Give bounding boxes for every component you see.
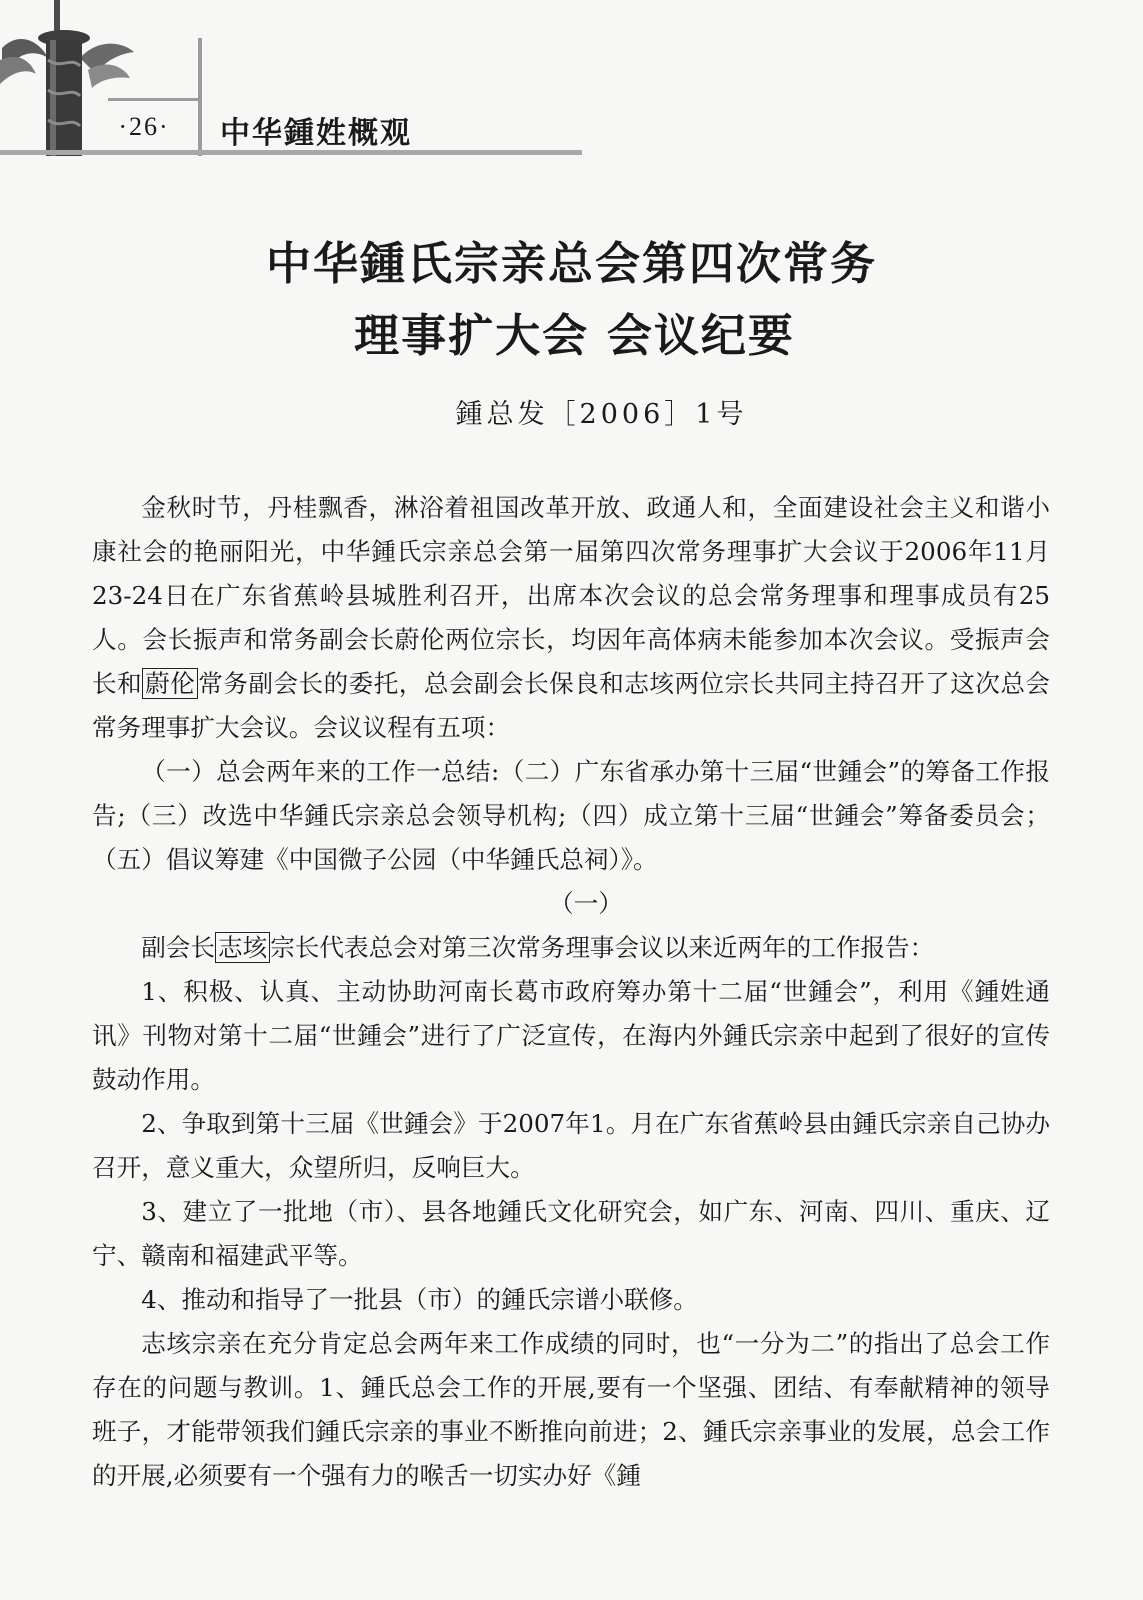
list-item-4: 4、推动和指导了一批县（市）的鍾氏宗谱小联修。 bbox=[141, 1285, 698, 1314]
paragraph-report-tail: 宗长代表总会对第三次常务理事会议以来近两年的工作报告： bbox=[270, 933, 935, 962]
paragraph-lessons: 志垓宗亲在充分肯定总会两年来工作成绩的同时，也“一分为二”的指出了总会工作存在的问题与教训。1、鍾氏总会工作的开展,要有一个坚强、团结、有奉献精神的领导班子，才能带领我们鍾氏宗亲的事业不断推向前进；2、鍾氏宗亲事业的发展，总会工作的开展,必须要有一个强有力的喉舌一切实办好《鍾 bbox=[92, 1329, 1050, 1490]
list-item-2: 2、争取到第十三届《世鍾会》于2007年1。月在广东省蕉岭县由鍾氏宗亲自己协办召开，意义重大，众望所归，反响巨大。 bbox=[92, 1109, 1050, 1182]
document-title bbox=[0, 228, 1143, 372]
list-item-1: 1、积极、认真、主动协助河南长葛市政府筹办第十二届“世鍾会”，利用《鍾姓通讯》刊物对第十二届“世鍾会”进行了广泛宣传，在海内外鍾氏宗亲中起到了很好的宣传鼓动作用。 bbox=[92, 977, 1050, 1094]
boxed-name-zhigai: 志垓 bbox=[215, 932, 270, 963]
boxed-name-weilun: 蔚伦 bbox=[142, 668, 198, 699]
paragraph-1-tail: 常务副会长的委托，总会副会长保良和志垓两位宗长共同主持召开了这次总会常务理事扩大会议。会议议程有五项： bbox=[92, 669, 1050, 742]
body-text bbox=[92, 486, 1050, 1498]
paragraph-report-intro bbox=[92, 926, 1050, 970]
paragraph-agenda: （一）总会两年来的工作一总结:（二）广东省承办第十三届“世鍾会”的筹备工作报告;（三）改选中华鍾氏宗亲总会领导机构;（四）成立第十三届“世鍾会”筹备委员会；（五）倡议筹建《中国微子公园（中华鍾氏总祠）》。 bbox=[92, 757, 1050, 874]
paragraph-1-text: 金秋时节，丹桂飘香，淋浴着祖国改革开放、政通人和，全面建设社会主义和谐小康社会的艳丽阳光，中华鍾氏宗亲总会第一届第四次常务理事扩大会议于2006年11月23-24日在广东省蕉岭县城胜利召开，出席本次会议的总会常务理事和理事成员有25人。会长振声和常务副会长蔚伦两位宗长，均因年高体病未能参加本次会议。受振声会长和 bbox=[92, 493, 1050, 698]
header-vertical-rule bbox=[198, 38, 202, 156]
paragraph-report-head: 副会长 bbox=[141, 933, 215, 962]
title-line-2: 理事扩大会 会议纪要 bbox=[354, 309, 795, 362]
section-heading-1: （一） bbox=[549, 889, 623, 918]
running-head: 中华鍾姓概观 bbox=[220, 116, 412, 151]
title-line-1: 中华鍾氏宗亲总会第四次常务 bbox=[265, 237, 877, 290]
list-item-3: 3、建立了一批地（市）、县各地鍾氏文化研究会，如广东、河南、四川、重庆、辽宁、赣南和福建武平等。 bbox=[92, 1197, 1050, 1270]
paragraph-1 bbox=[92, 486, 1050, 750]
header-short-rule bbox=[108, 98, 200, 101]
document-number: 鍾总发［2006］1号 bbox=[455, 399, 748, 430]
page-number: ·26· bbox=[118, 112, 170, 141]
